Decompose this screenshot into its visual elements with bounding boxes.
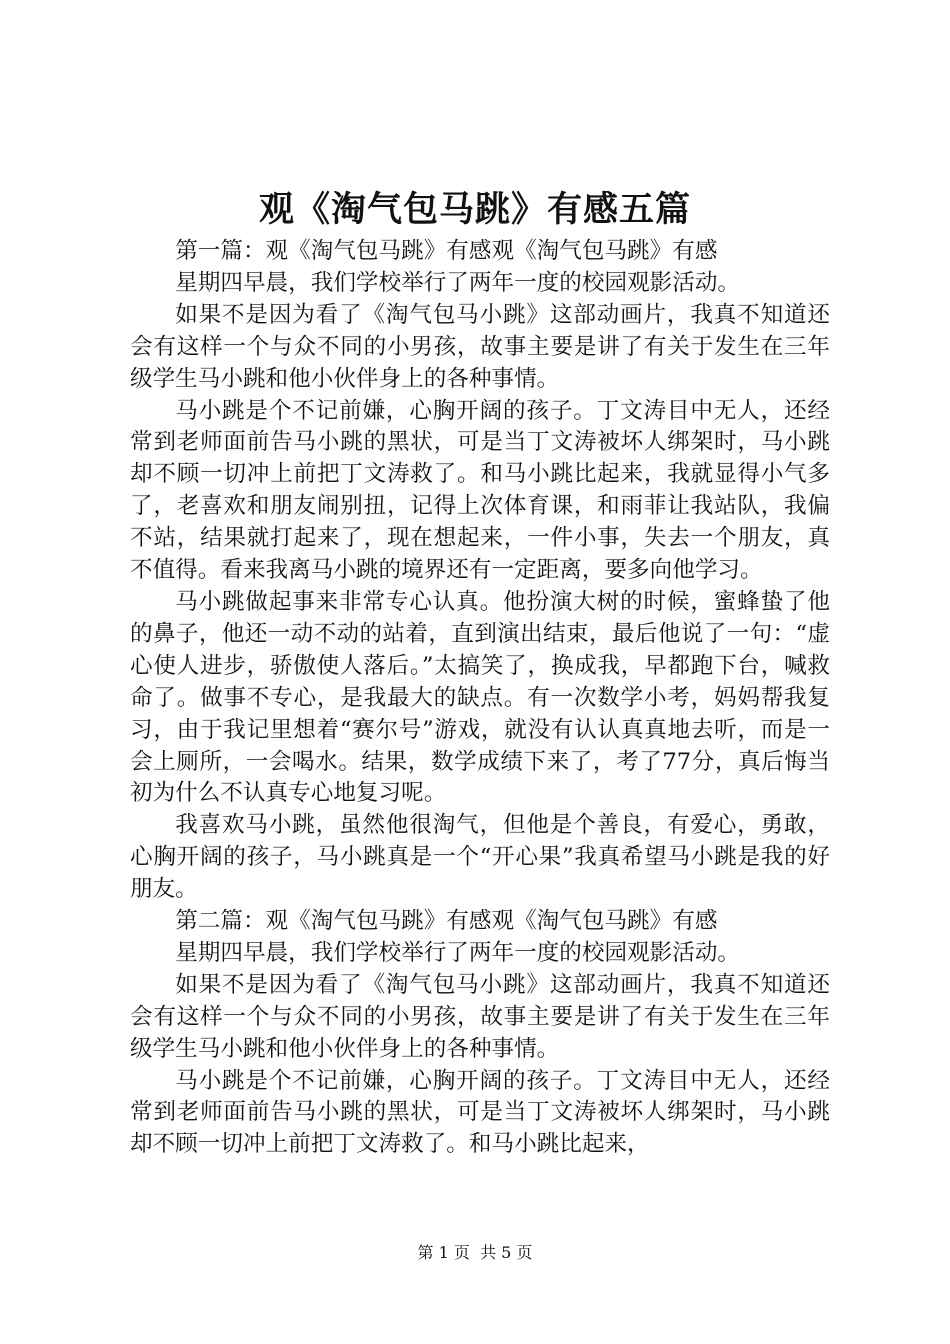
paragraph: 我喜欢马小跳，虽然他很淘气，但他是个善良，有爱心，勇敢，心胸开阔的孩子，马小跳真是一个“开心果”我真希望马小跳是我的好朋友。 <box>130 812 830 903</box>
page-number: 第 1 页 共 5 页 <box>417 1243 533 1262</box>
page-footer <box>0 1242 950 1264</box>
paragraph: 星期四早晨，我们学校举行了两年一度的校园观影活动。 <box>175 269 741 296</box>
paragraph: 如果不是因为看了《淘气包马小跳》这部动画片，我真不知道还会有这样一个与众不同的小男孩，故事主要是讲了有关于发生在三年级学生马小跳和他小伙伴身上的各种事情。 <box>130 971 830 1062</box>
paragraph: 马小跳是个不记前嫌，心胸开阔的孩子。丁文涛目中无人，还经常到老师面前告马小跳的黑状，可是当丁文涛被坏人绑架时，马小跳却不顾一切冲上前把丁文涛救了。和马小跳比起来， <box>130 1067 830 1158</box>
paragraph: 马小跳做起事来非常专心认真。他扮演大树的时候，蜜蜂蛰了他的鼻子，他还一动不动的站着，直到演出结束，最后他说了一句：“虚心使人进步，骄傲使人落后。”太搞笑了，换成我，早都跑下台，喊救命了。做事不专心，是我最大的缺点。有一次数学小考，妈妈帮我复习，由于我记里想着“赛尔号”游戏，就没有认认真真地去听，而是一会上厕所，一会喝水。结果，数学成绩下来了，考了77分，真后悔当初为什么不认真专心地复习呢。 <box>130 588 830 807</box>
paragraph: 马小跳是个不记前嫌，心胸开阔的孩子。丁文涛目中无人，还经常到老师面前告马小跳的黑状，可是当丁文涛被坏人绑架时，马小跳却不顾一切冲上前把丁文涛救了。和马小跳比起来，我就显得小气多了，老喜欢和朋友闹别扭，记得上次体育课，和雨菲让我站队，我偏不站，结果就打起来了，现在想起来，一件小事，失去一个朋友，真不值得。看来我离马小跳的境界还有一定距离，要多向他学习。 <box>130 397 830 584</box>
paragraph: 第二篇：观《淘气包马跳》有感观《淘气包马跳》有感 <box>175 908 718 935</box>
document-title: 观《淘气包马跳》有感五篇 <box>258 189 691 230</box>
paragraph: 如果不是因为看了《淘气包马小跳》这部动画片，我真不知道还会有这样一个与众不同的小男孩，故事主要是讲了有关于发生在三年级学生马小跳和他小伙伴身上的各种事情。 <box>130 301 830 392</box>
paragraph: 第一篇：观《淘气包马跳》有感观《淘气包马跳》有感 <box>175 238 718 264</box>
document-body <box>130 236 830 1161</box>
paragraph: 星期四早晨，我们学校举行了两年一度的校园观影活动。 <box>175 939 741 966</box>
